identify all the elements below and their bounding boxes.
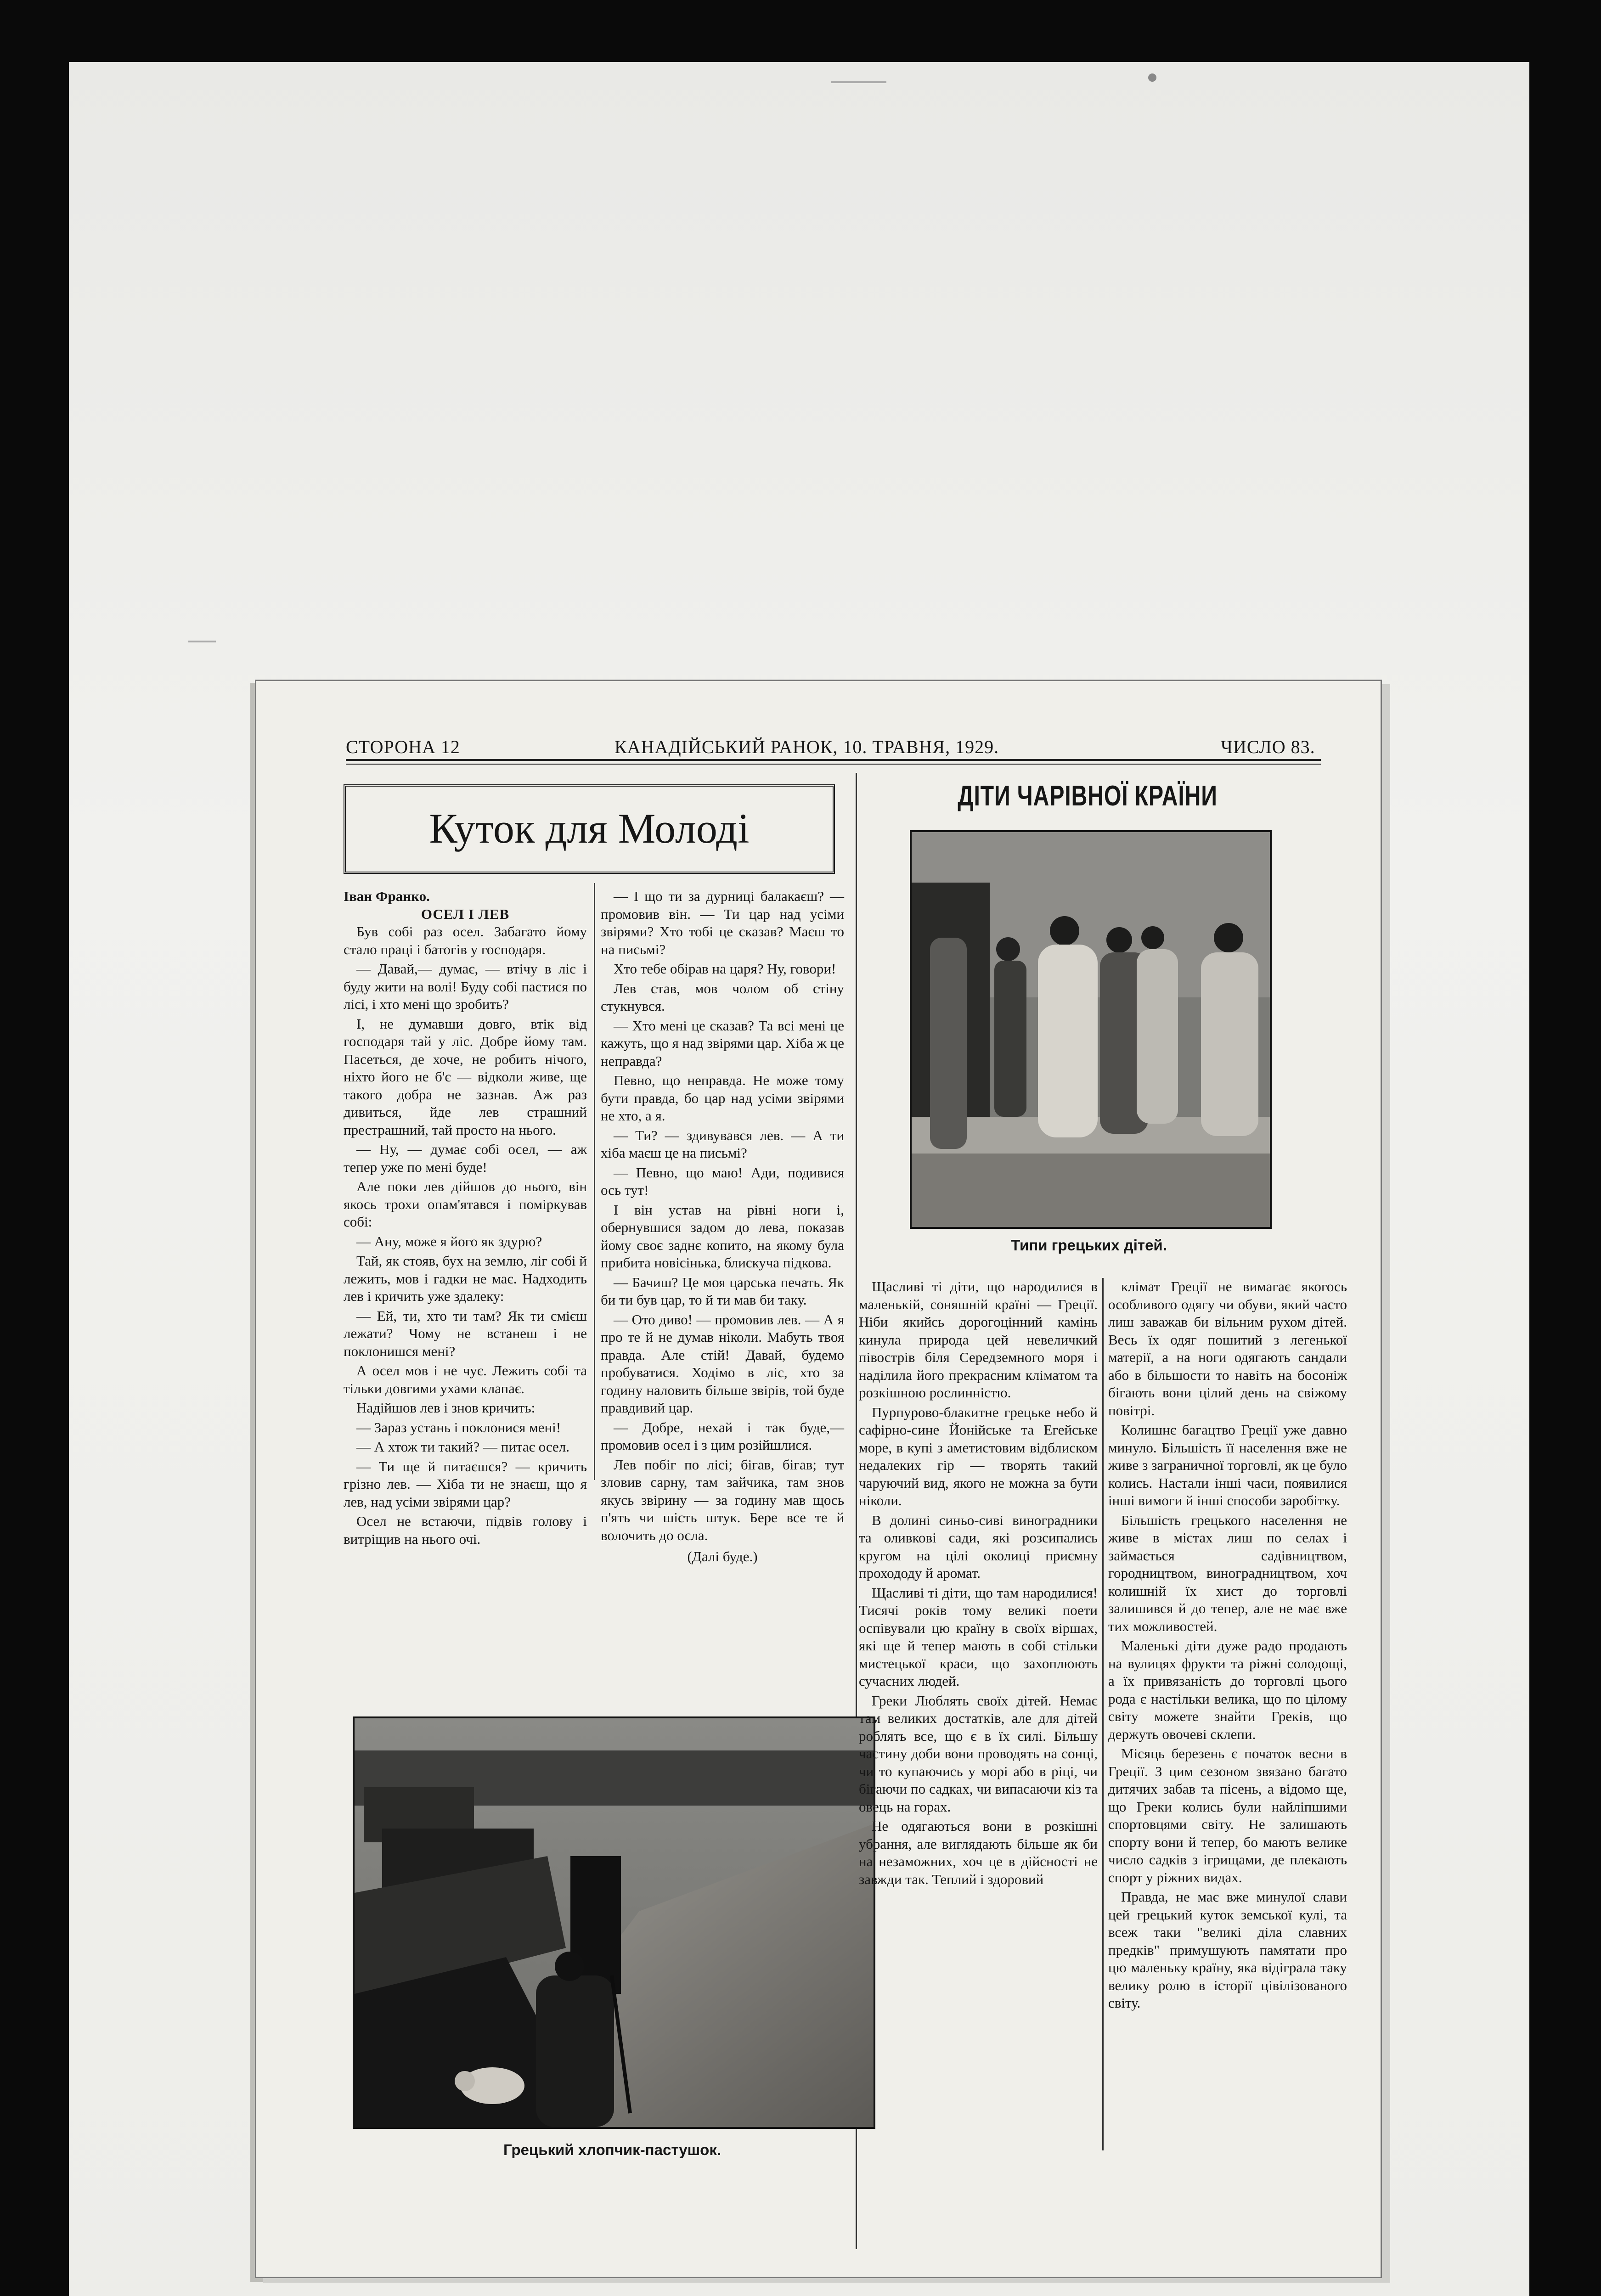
paragraph: — Ти ще й питаєшся? — кричить грізно лев. — Хіба ти не знаєш, що я лев, над усіми звірями цар? [344, 1458, 587, 1510]
paragraph: Надійшов лев і знов кричить: [356, 1400, 536, 1416]
paragraph: Не одягаються вони в розкішні убрання, але виглядають більше як би на незаможних, хоч це в дійсності не завжди так. Теплий і здоровий [859, 1818, 1098, 1887]
header-rule [346, 759, 1321, 761]
paragraph: — Ото диво! — промовив лев. — А я про те й не думав ніколи. Мабуть твоя правда. Але стій! Давай, будемо пробуватися. Ходімо в ліс, хто за годину наловить більше звірів, той буде правдивий цар. [601, 1311, 844, 1416]
paragraph: Пурпурово-блакитне грецьке небо й сафірно-сине Йонійське та Егейське море, в купі з аметистовим відблиском недалеких гір — творять такий чаруючий вид, якого не можна за бути ніколи. [859, 1404, 1098, 1508]
article-column-2 [1108, 1278, 1347, 2014]
paragraph: Але поки лев дійшов до нього, він якось трохи опам'ятався і поміркував собі: [344, 1178, 587, 1230]
paragraph: — Ану, може я його як здурю? [356, 1233, 542, 1249]
paragraph: — Добре, нехай і так буде,— промовив осел і з цим розійшлися. [601, 1419, 844, 1453]
paragraph: — Певно, що маю! Ади, подивися ось тут! [601, 1164, 844, 1198]
article-title: ДІТИ ЧАРІВНОЇ КРАЇНИ [958, 780, 1218, 812]
paragraph: Щасливі ті діти, що народилися в маленькій, соняшній країні — Греції. Нiби якийсь дорогоцінний камінь кинула природа цей невеличкий півострів біля Середземного моря і наділила його прекрасним кліматом та розкішною рослинністю. [859, 1278, 1098, 1401]
article-column-1 [859, 1278, 1098, 1890]
section-title: Куток для Молоді [429, 805, 750, 852]
paragraph: Був собі раз осел. Забагато йому стало праці і батогів у господаря. [344, 923, 587, 957]
paragraph: Осел не встаючи, підвів голову і витріщив на нього очі. [344, 1513, 587, 1547]
header-rule-thin [346, 764, 1321, 765]
paragraph: Маленькі діти дуже радо продають на вулицях фрукти та ріжні солодощі, а їх привязаність до торговлі цього рода є настільки велика, що по цілому світу можете знайти Греків, що держуть овочеві склепи. [1108, 1638, 1347, 1742]
story-author: Іван Франко. [344, 888, 430, 904]
paragraph: клімат Греції не вимагає якогось особливого одягу чи обуви, який часто лиш заважав би вільним рухом дітей. Весь їх одяг пошитий з легенької матерії, а на ноги одягають сандали або в більшости то навіть на босоніж бігають вони цілий день на свіжому повітрі. [1108, 1278, 1347, 1418]
story-column-1 [344, 888, 587, 1550]
paragraph: — Хто мені це сказав? Та всі мені це кажуть, що я над звірями цар. Хіба ж це неправда? [601, 1017, 844, 1069]
column-rule [594, 883, 595, 1480]
paragraph: Лев побіг по лісі; бігав, бігав; тут зловив сарну, там зайчика, там знов якусь звірину — за годину мав щось п'ять чи шість штук. Бере все те й волочить до осла. [601, 1456, 844, 1543]
paragraph: А осел мов і не чує. Лежить собі та тільки довгими ухами клапає. [344, 1362, 587, 1396]
film-scratch [188, 641, 216, 642]
page-number: СТОРОНА 12 [346, 737, 460, 757]
greek-children-photo [910, 830, 1272, 1229]
paragraph: Більшість грецького населення не живе в містах лиш по селах і займається садівництвом, городництвом, виноградництвом, хоч колишній їх хист до торговлі залишився й до тепер, але не має вже тих можливостей. [1108, 1512, 1347, 1634]
film-scratch [831, 81, 886, 83]
paragraph: — Зараз устань і поклонися мені! [356, 1419, 561, 1435]
paragraph: — Бачиш? Це моя царська печать. Як би ти був цар, то й ти мав би таку. [601, 1274, 844, 1308]
paragraph: Колишнє багацтво Греції уже давно минуло. Більшість її населення вже не живе з заграничної торговлі, як це було колись. Настали інші часи, появилися інші вимоги й інші способи заробітку. [1108, 1422, 1347, 1508]
greek-children-caption: Типи грецьких дітей. [1011, 1237, 1167, 1254]
story-column-2 [601, 888, 844, 1566]
story-title: ОСЕЛ І ЛЕВ [421, 906, 510, 922]
paragraph: — Ти? — здивувався лев. — А ти хіба маєш це на письмі? [601, 1127, 844, 1161]
shepherd-photo [353, 1716, 875, 2129]
paragraph: Тай, як стояв, бух на землю, ліг собі й лежить, мов і гадки не має. Надходить лев і кричить уже здалеку: [344, 1253, 587, 1304]
masthead: КАНАДІЙСЬКИЙ РАНОК, 10. ТРАВНЯ, 1929. [614, 737, 999, 757]
paragraph: І, не думавши довго, втік від господаря тай у ліс. Добре йому там. Пасеться, де хоче, не робить нічого, ніхто його не б'є — відколи живе, ще такого добра не зазнав. Аж раз дивиться, йде лев страшний престрашний, тай просто на нього. [344, 1015, 587, 1138]
issue-number: ЧИСЛО 83. [1221, 737, 1315, 757]
film-dust [1148, 73, 1156, 82]
paragraph: — Ей, ти, хто ти там? Як ти смієш лежати? Чому не встанеш і не поклонишся мені? [344, 1307, 587, 1359]
shepherd-photo-caption: Грецький хлопчик-пастушок. [503, 2141, 722, 2158]
paragraph: Місяць березень є початок весни в Греції. З цим сезоном звязано багато дитячих забав та пісень, а відомо ще, що Греки колись були найліпшими спортовцями світу. Не залишають спорту вони й тепер, бо мають велике число садків з ігрищами, де плекають спорт у ріжних видах. [1108, 1745, 1347, 1885]
paragraph: Певно, що неправда. Не може тому бути правда, бо цар над усіми звірями не хто, а я. [601, 1072, 844, 1124]
newspaper-page [255, 680, 1382, 2278]
section-title-box [344, 784, 835, 874]
paragraph: Лев став, мов чолом об стіну стукнувся. [601, 980, 844, 1014]
continued-note: (Далі буде.) [687, 1548, 758, 1564]
paragraph: Правда, не має вже минулої слави цей грецький куток земської кулі, та всеж таки "великі діла славних предків" примушують памятати про цю маленьку країну, яка відіграла таку велику ролю в історії цівілізованого світу. [1108, 1889, 1347, 2011]
column-rule [1102, 1278, 1104, 2150]
paragraph: — А хтож ти такий? — питає осел. [356, 1439, 570, 1455]
paragraph: — Ну, — думає собі осел, — аж тепер уже по мені буде! [344, 1141, 587, 1175]
paragraph: І він устав на рівні ноги і, обернувшися задом до лева, показав йому своє заднє копито, на якому була прибита новісінька, блискуча підкова. [601, 1201, 844, 1271]
paragraph: Греки Люблять своїх дітей. Немає там великих достатків, але для дітей роблять все, що є в їх силі. Більшу частину доби вони проводять на сонці, чи то купаючись у морі або в ріці, чи бігаючи по садках, чи випасаючи кіз та овець на горах. [859, 1692, 1098, 1815]
paragraph: — Давай,— думає, — втічу в ліс і буду жити на волі! Буду собі пастися по лісі, і хто мені що зробить? [344, 961, 587, 1012]
paragraph: Хто тебе обірав на царя? Ну, говори! [614, 961, 836, 977]
paragraph: — І що ти за дурниці балакаєш? — промовив він. — Ти цар над усіми звірями? Хто тобі це сказав? Маєш то на письмі? [601, 888, 844, 957]
paragraph: В долині синьо-сиві виноградники та оливкові сади, які розсипались кругом на цілі околиці приємну прохододу й аромат. [859, 1512, 1098, 1581]
paragraph: Щасливі ті діти, що там народилися! Тисячі років тому великі поети оспівували цю країну в своїх віршах, які ще й тепер мають в собі стільки мистецької краси, що захоплюють сучасних людей. [859, 1584, 1098, 1689]
